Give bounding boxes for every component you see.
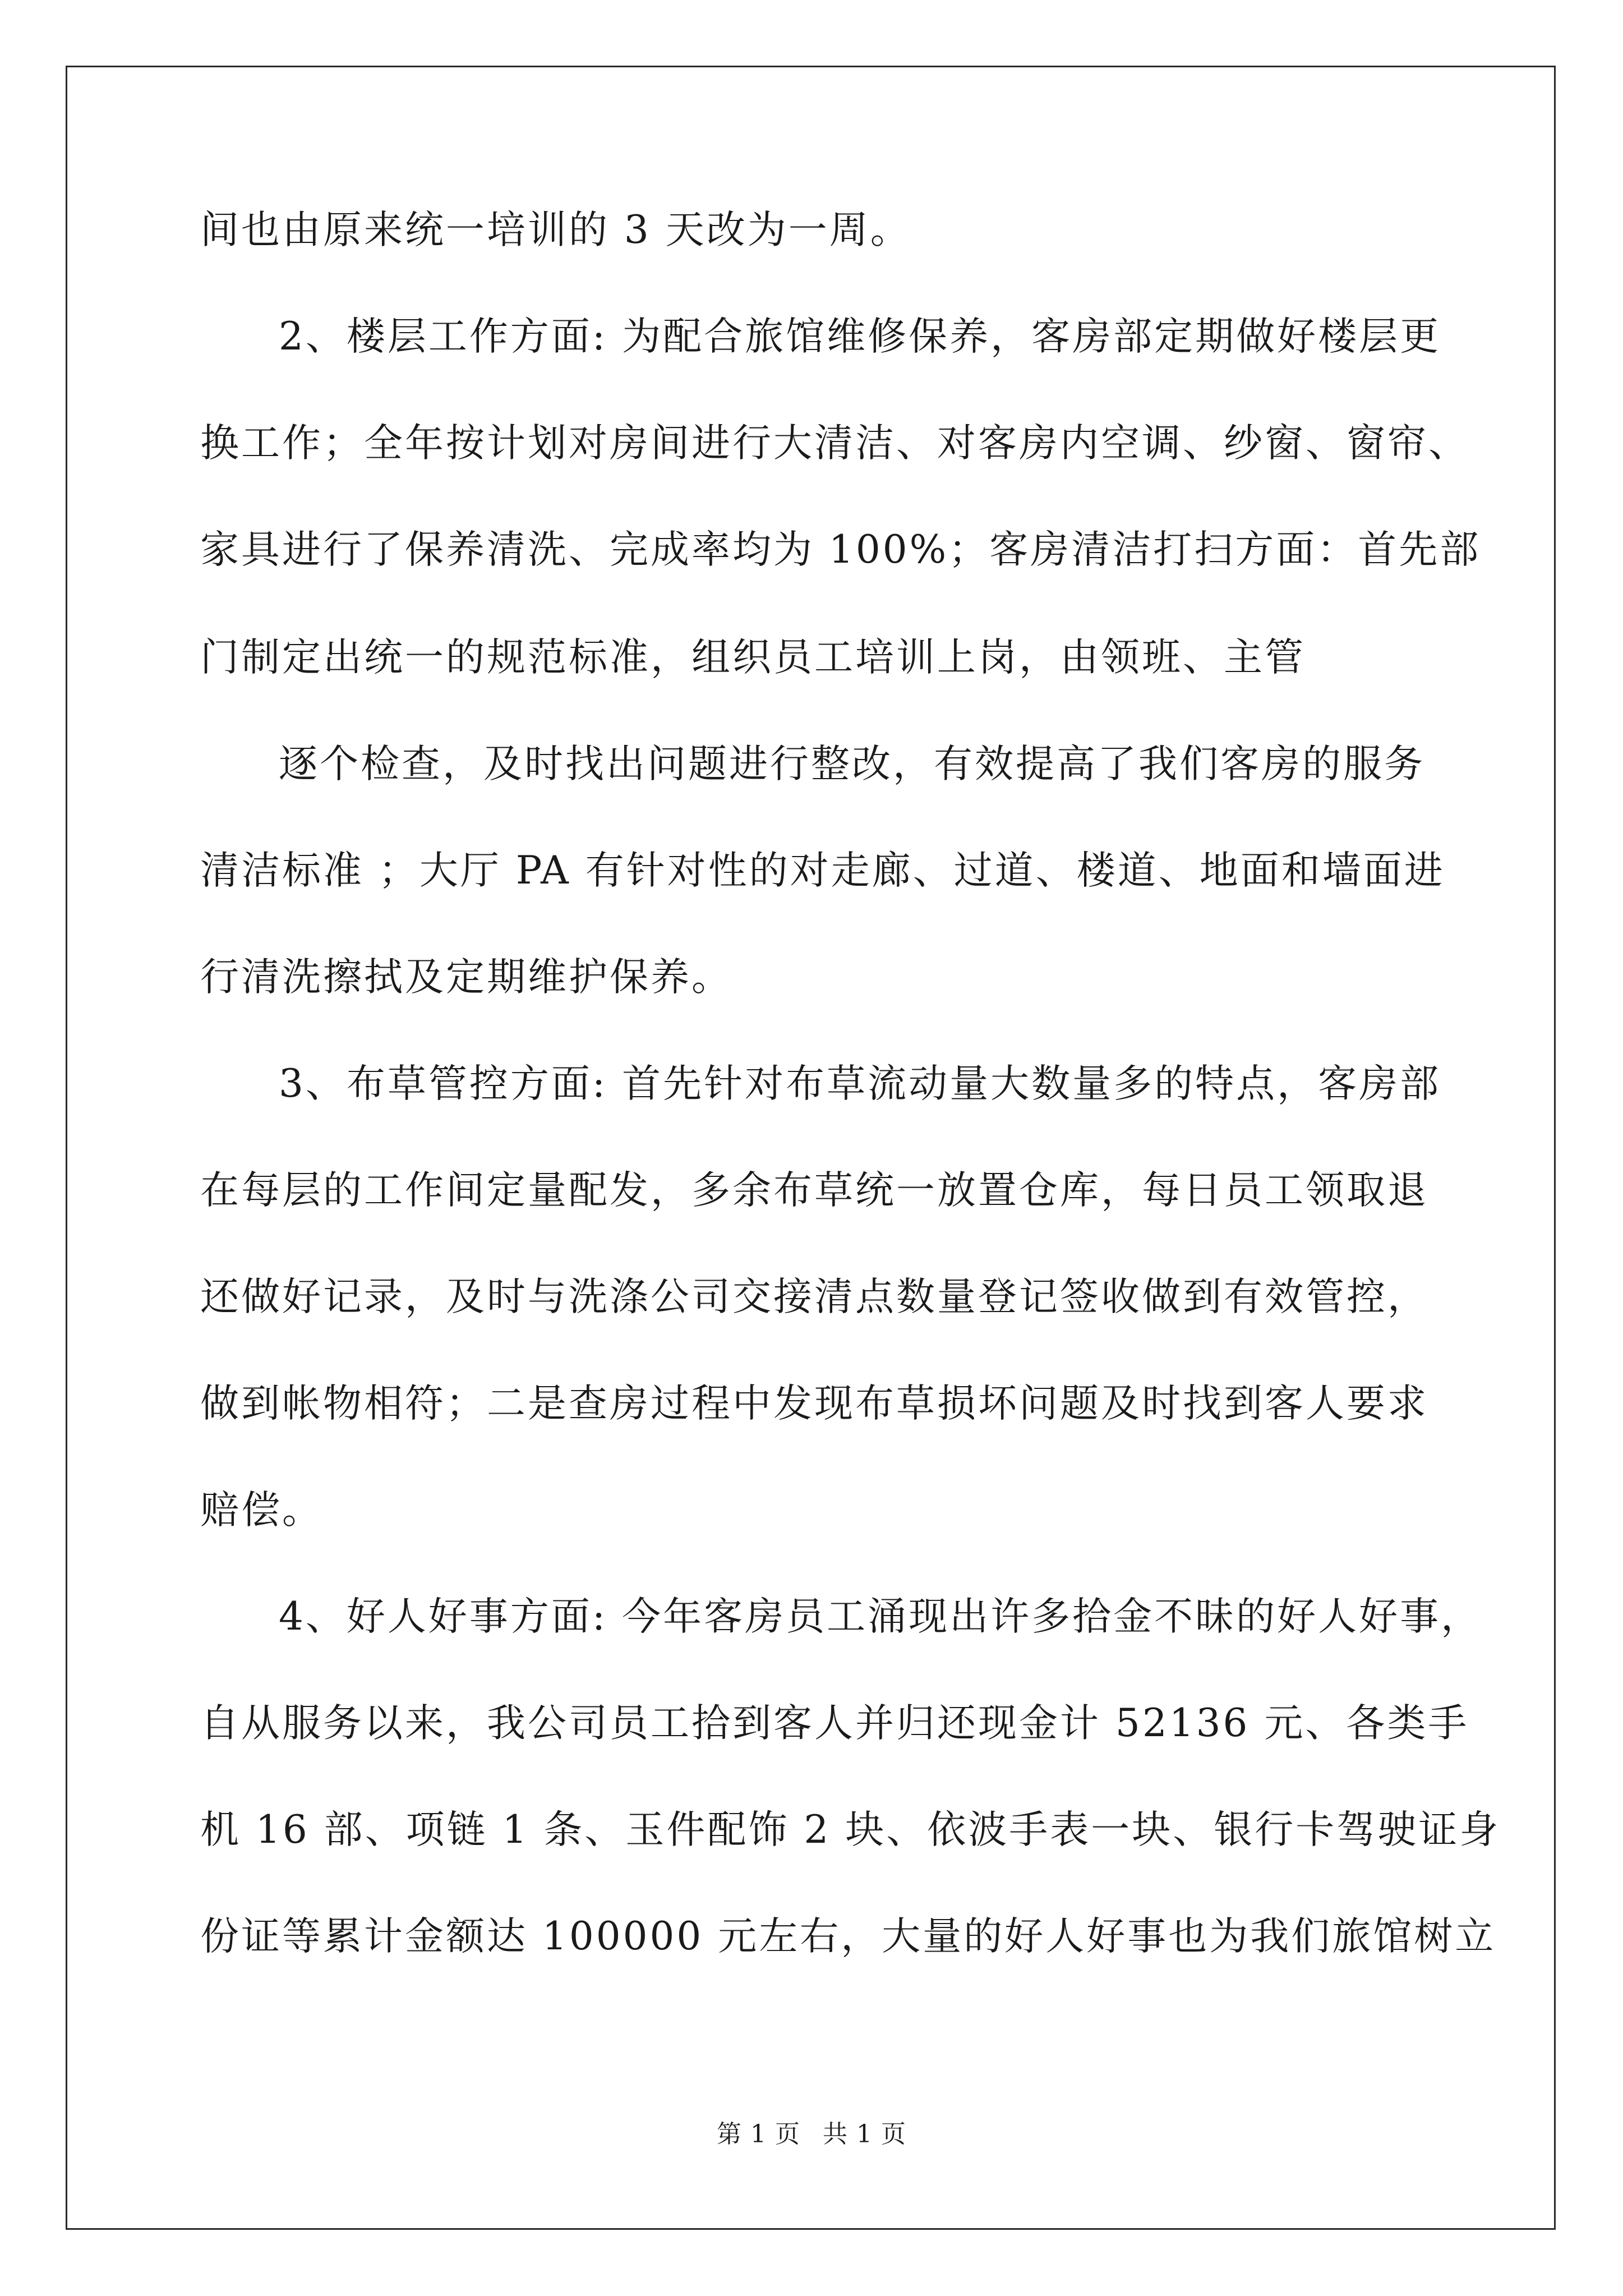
text-line: 3、布草管控方面: 首先针对布草流动量大数量多的特点，客房部 xyxy=(279,1061,1441,1106)
text-line: 间也由原来统一培训的 3 天改为一周。 xyxy=(200,208,911,252)
text-line: 在每层的工作间定量配发，多余布草统一放置仓库，每日员工领取退 xyxy=(200,1168,1428,1213)
text-line: 换工作；全年按计划对房间进行大清洁、对客房内空调、纱窗、窗帘、 xyxy=(200,421,1469,466)
text-line: 清洁标准 ；大厅 PA 有针对性的对走廊、过道、楼道、地面和墙面进 xyxy=(200,848,1445,893)
text-line: 机 16 部、项链 1 条、玉件配饰 2 块、依波手表一块、银行卡驾驶证身 xyxy=(200,1807,1501,1852)
text-line: 家具进行了保养清洗、完成率均为 100%；客房清洁打扫方面：首先部 xyxy=(200,527,1481,572)
page-footer xyxy=(0,2114,1623,2150)
text-line: 4、好人好事方面: 今年客房员工涌现出许多拾金不昧的好人好事， xyxy=(279,1594,1482,1639)
text-line: 自从服务以来，我公司员工拾到客人并归还现金计 52136 元、各类手 xyxy=(200,1701,1469,1746)
text-line: 门制定出统一的规范标准，组织员工培训上岗，由领班、主管 xyxy=(200,635,1306,680)
text-line: 行清洗擦拭及定期维护保养。 xyxy=(200,955,732,1000)
text-line: 还做好记录，及时与洗涤公司交接清点数量登记签收做到有效管控， xyxy=(200,1274,1428,1319)
page-total: 共 1 页 xyxy=(823,2120,906,2148)
text-line: 赔偿。 xyxy=(200,1488,323,1533)
text-line: 做到帐物相符；二是查房过程中发现布草损坏问题及时找到客人要求 xyxy=(200,1381,1428,1426)
text-line: 2、楼层工作方面: 为配合旅馆维修保养，客房部定期做好楼层更 xyxy=(279,314,1441,359)
page-number: 第 1 页 xyxy=(717,2120,800,2148)
text-line: 逐个检查，及时找出问题进行整改，有效提高了我们客房的服务 xyxy=(279,742,1425,786)
page-border xyxy=(66,66,1556,2230)
text-line: 份证等累计金额达 100000 元左右，大量的好人好事也为我们旅馆树立 xyxy=(200,1914,1496,1959)
